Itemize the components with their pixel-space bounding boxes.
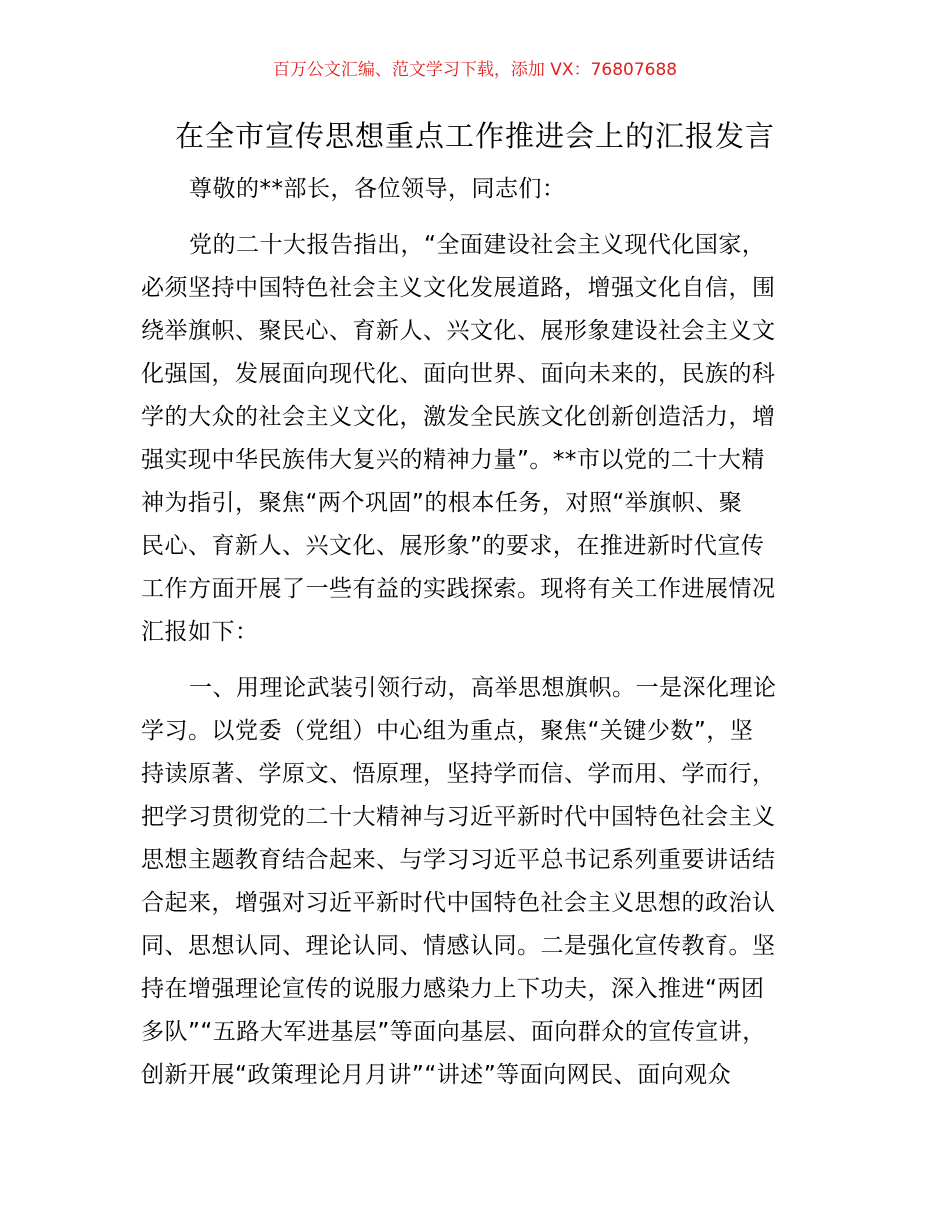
body-line: 思想主题教育结合起来、与学习习近平总书记系列重要讲话结 — [141, 847, 776, 873]
body-line: 把学习贯彻党的二十大精神与习近平新时代中国特色社会主义 — [141, 804, 776, 830]
body-line: 合起来，增强对习近平新时代中国特色社会主义思想的政治认 — [141, 890, 776, 916]
document-title: 在全市宣传思想重点工作推进会上的汇报发言 — [174, 119, 775, 153]
body-line: 一、用理论武装引领行动，高举思想旗帜。一是深化理论 — [189, 675, 777, 701]
body-line: 民心、育新人、兴文化、展形象”的要求，在推进新时代宣传 — [141, 533, 765, 559]
body-line: 汇报如下： — [141, 619, 259, 645]
body-line: 学的大众的社会主义文化，激发全民族文化创新创造活力，增 — [141, 404, 776, 430]
body-line: 创新开展“政策理论月月讲”“讲述”等面向网民、面向观众 — [141, 1062, 732, 1088]
salutation: 尊敬的**部长，各位领导，同志们： — [189, 176, 566, 202]
body-line: 党的二十大报告指出，“全面建设社会主义现代化国家， — [189, 232, 766, 258]
body-line: 学习。以党委（党组）中心组为重点，聚焦“关键少数”，坚 — [141, 718, 754, 744]
body-line: 同、思想认同、理论认同、情感认同。二是强化宣传教育。坚 — [141, 933, 776, 959]
body-line: 工作方面开展了一些有益的实践探索。现将有关工作进展情况 — [141, 576, 776, 602]
body-line: 神为指引，聚焦“两个巩固”的根本任务，对照“举旗帜、聚 — [141, 490, 743, 516]
body-line: 化强国，发展面向现代化、面向世界、面向未来的，民族的科 — [141, 361, 776, 387]
body-line: 绕举旗帜、聚民心、育新人、兴文化、展形象建设社会主义文 — [141, 318, 776, 344]
body-line: 必须坚持中国特色社会主义文化发展道路，增强文化自信，围 — [141, 275, 776, 301]
body-line: 持在增强理论宣传的说服力感染力上下功夫，深入推进“两团 — [141, 976, 765, 1002]
body-line: 持读原著、学原文、悟原理，坚持学而信、学而用、学而行， — [141, 761, 776, 787]
body-line: 强实现中华民族伟大复兴的精神力量”。**市以党的二十大精 — [141, 447, 765, 473]
body-line: 多队”“五路大军进基层”等面向基层、面向群众的宣传宣讲， — [141, 1019, 766, 1045]
watermark-header: 百万公文汇编、范文学习下载，添加 VX：76807688 — [272, 60, 678, 80]
